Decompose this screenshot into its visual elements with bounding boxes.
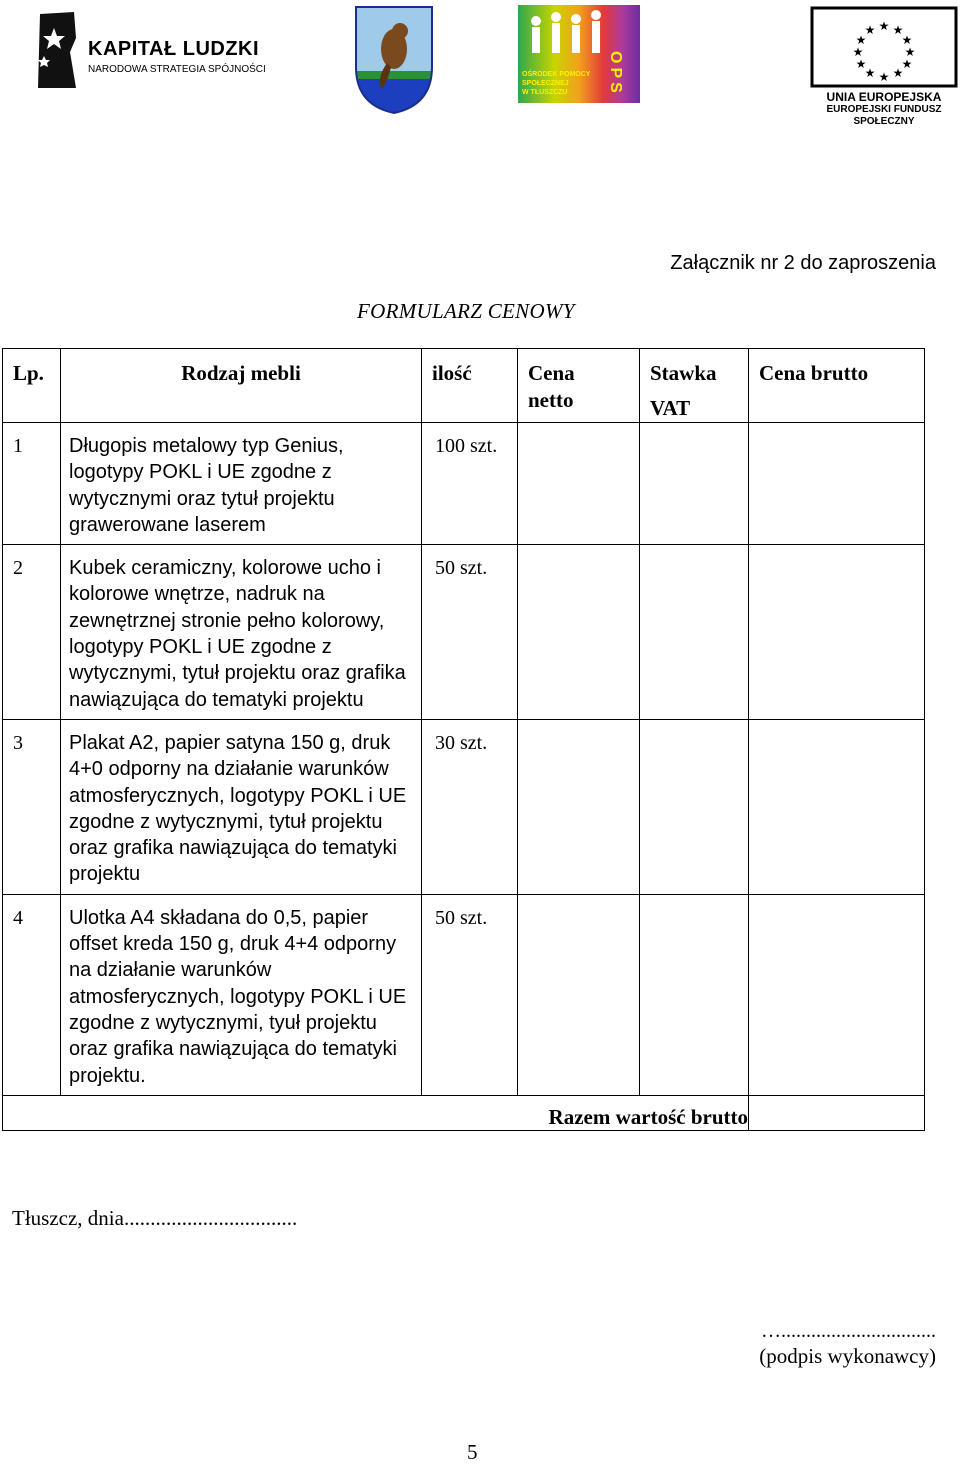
row-description: Ulotka A4 składana do 0,5, papier offset kreda 150 g, druk 4+4 odporny na działanie warunków atmosferycznych, logotypy POKL i UE zgodne z wytycznymi, tyuł projektu oraz grafika nawiązująca do tematyki projektu. xyxy=(61,894,422,1095)
header-vat-line1: Stawka xyxy=(650,361,717,385)
total-label-cell xyxy=(3,1095,749,1130)
kapital-ludzki-emblem-icon xyxy=(30,8,84,92)
header-gross-price: Cena brutto xyxy=(749,349,925,423)
eu-text-line1: UNIA EUROPEJSKA xyxy=(826,90,942,104)
page-number: 5 xyxy=(467,1440,478,1464)
row-net-price xyxy=(518,545,640,720)
signature-label: (podpis wykonawcy) xyxy=(759,1344,936,1368)
row-gross-price xyxy=(749,719,925,894)
kapital-ludzki-subtitle: NARODOWA STRATEGIA SPÓJNOŚCI xyxy=(88,64,266,75)
eu-text-line2: EUROPEJSKI FUNDUSZ xyxy=(826,104,942,115)
header-net-price xyxy=(518,349,640,423)
svg-text:★: ★ xyxy=(901,57,913,71)
row-quantity: 100 szt. xyxy=(422,423,518,545)
ops-text-line2: SPOŁECZNEJ xyxy=(522,80,569,87)
eu-text-line3: SPOŁECZNY xyxy=(853,116,915,127)
row-description: Długopis metalowy typ Genius, logotypy POKL i UE zgodne z wytycznymi oraz tytuł projektu grawerowane laserem xyxy=(61,423,422,545)
table-header-row xyxy=(3,349,925,423)
total-row xyxy=(3,1095,925,1130)
row-description: Plakat A2, papier satyna 150 g, druk 4+0 odporny na działanie warunków atmosferycznych, logotypy POKL i UE zgodne z wytycznymi, tytuł projektu oraz grafika nawiązująca do tematyki projektu xyxy=(61,719,422,894)
header-net-line2: netto xyxy=(528,388,574,412)
signature-line: …............................... xyxy=(761,1320,936,1342)
price-table xyxy=(2,348,925,1131)
svg-text:★: ★ xyxy=(855,57,867,71)
row-gross-price xyxy=(749,894,925,1095)
svg-text:★: ★ xyxy=(904,45,916,59)
row-net-price xyxy=(518,894,640,1095)
row-lp: 3 xyxy=(3,719,61,894)
ops-text-line3: W TŁUSZCZU xyxy=(522,89,568,96)
row-vat-rate xyxy=(640,545,749,720)
header-vat-rate xyxy=(640,349,749,423)
row-net-price xyxy=(518,719,640,894)
total-value xyxy=(749,1095,925,1130)
ops-letters: OPS xyxy=(607,51,624,97)
annex-label: Załącznik nr 2 do zaproszenia xyxy=(670,252,936,274)
row-description: Kubek ceramiczny, kolorowe ucho i kolorowe wnętrze, nadruk na zewnętrznej stronie pełno kolorowy, logotypy POKL i UE zgodne z wytycznymi, tytuł projektu oraz grafika nawiązująca do tematyki projektu xyxy=(61,545,422,720)
header-net-line1: Cena xyxy=(528,361,575,385)
eu-efs-logo xyxy=(810,6,958,126)
kapital-ludzki-logo xyxy=(30,8,266,92)
svg-text:★: ★ xyxy=(892,66,904,80)
eu-flag-icon xyxy=(810,6,958,88)
row-lp: 2 xyxy=(3,545,61,720)
header-name: Rodzaj mebli xyxy=(61,349,422,423)
row-quantity: 30 szt. xyxy=(422,719,518,894)
form-title: FORMULARZ CENOWY xyxy=(357,299,575,323)
ops-tluszcz-logo xyxy=(518,5,640,103)
kapital-ludzki-title: KAPITAŁ LUDZKI xyxy=(88,38,260,60)
table-row xyxy=(3,545,925,720)
row-vat-rate xyxy=(640,894,749,1095)
row-net-price xyxy=(518,423,640,545)
header-lp: Lp. xyxy=(3,349,61,423)
row-gross-price xyxy=(749,545,925,720)
header-qty: ilość xyxy=(422,349,518,423)
header-vat-line2: VAT xyxy=(650,396,691,420)
row-vat-rate xyxy=(640,719,749,894)
row-vat-rate xyxy=(640,423,749,545)
svg-text:★: ★ xyxy=(852,45,864,59)
ops-text-line1: OŚRODEK POMOCY xyxy=(522,71,591,78)
table-row xyxy=(3,423,925,545)
svg-text:★: ★ xyxy=(855,33,867,47)
beaver-coat-of-arms-icon xyxy=(354,5,434,115)
row-lp: 4 xyxy=(3,894,61,1095)
svg-text:★: ★ xyxy=(892,23,904,37)
row-quantity: 50 szt. xyxy=(422,545,518,720)
place-date-line: Tłuszcz, dnia................................. xyxy=(12,1206,298,1230)
table-row xyxy=(3,719,925,894)
svg-text:★: ★ xyxy=(864,66,876,80)
row-lp: 1 xyxy=(3,423,61,545)
svg-text:★: ★ xyxy=(878,70,890,84)
row-gross-price xyxy=(749,423,925,545)
svg-text:★: ★ xyxy=(901,33,913,47)
svg-text:★: ★ xyxy=(878,19,890,33)
table-row xyxy=(3,894,925,1095)
total-label: Razem wartość brutto xyxy=(548,1104,748,1129)
tluszcz-coat-of-arms-logo xyxy=(354,5,434,115)
row-quantity: 50 szt. xyxy=(422,894,518,1095)
svg-text:★: ★ xyxy=(864,23,876,37)
